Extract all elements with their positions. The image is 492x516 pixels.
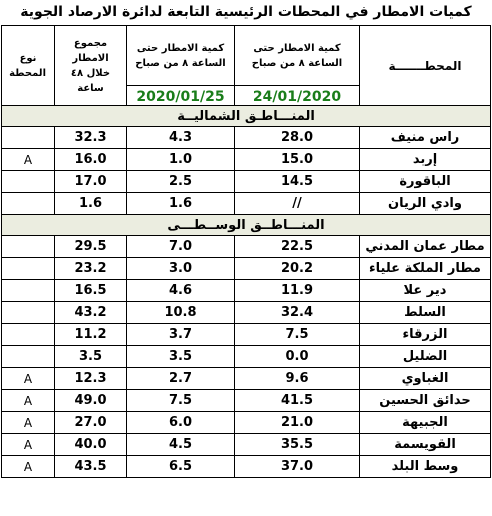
station-name-cell: وسط البلد (360, 456, 491, 478)
total-48h-cell: 40.0 (55, 434, 127, 456)
rain-date1-cell: 28.0 (235, 127, 360, 149)
rain-date1-cell: 22.5 (235, 236, 360, 258)
section-title: المنـــاطـق الشماليــة (2, 106, 491, 127)
total-48h-cell: 16.0 (55, 149, 127, 171)
station-type-cell: A (2, 368, 55, 390)
station-type-cell (2, 171, 55, 193)
station-type-cell: A (2, 412, 55, 434)
table-row (2, 236, 491, 258)
station-type-cell (2, 258, 55, 280)
rain-date2-cell: 1.0 (127, 149, 235, 171)
station-name-cell: راس منيف (360, 127, 491, 149)
rain-date1-cell: 41.5 (235, 390, 360, 412)
total-48h-cell: 1.6 (55, 193, 127, 215)
header-rain-date2: كمية الامطار حتى الساعة ٨ من صباح (127, 26, 235, 86)
table-row (2, 302, 491, 324)
table-row (2, 258, 491, 280)
header-station: المحطـــــــة (360, 26, 491, 106)
rain-date1-cell: 21.0 (235, 412, 360, 434)
rain-date1-cell: 14.5 (235, 171, 360, 193)
rain-date1-cell: 11.9 (235, 280, 360, 302)
station-type-cell (2, 324, 55, 346)
rain-date1-cell: 0.0 (235, 346, 360, 368)
rain-date2-cell: 6.5 (127, 456, 235, 478)
total-48h-cell: 27.0 (55, 412, 127, 434)
station-name-cell: دير علا (360, 280, 491, 302)
table-row (2, 434, 491, 456)
station-name-cell: حدائق الحسين (360, 390, 491, 412)
rain-date1-cell: 15.0 (235, 149, 360, 171)
total-48h-cell: 32.3 (55, 127, 127, 149)
station-name-cell: الغباوي (360, 368, 491, 390)
rainfall-table (1, 25, 491, 478)
station-name-cell: وادي الريان (360, 193, 491, 215)
table-row (2, 171, 491, 193)
report-title: كميات الامطار في المحطات الرئيسية التابعة لدائرة الارصاد الجوية (20, 4, 472, 20)
table-row (2, 456, 491, 478)
section-title: المنـــاطــق الوســطـــى (2, 215, 491, 236)
station-name-cell: مطار عمان المدني (360, 236, 491, 258)
table-row (2, 193, 491, 215)
rain-date2-cell: 4.3 (127, 127, 235, 149)
rain-date2-cell: 3.5 (127, 346, 235, 368)
total-48h-cell: 23.2 (55, 258, 127, 280)
total-48h-cell: 16.5 (55, 280, 127, 302)
table-row (2, 149, 491, 171)
station-type-cell (2, 302, 55, 324)
header-row (2, 26, 491, 86)
total-48h-cell: 12.3 (55, 368, 127, 390)
date2-cell (127, 86, 235, 106)
date1-cell (235, 86, 360, 106)
table-row (2, 127, 491, 149)
station-type-cell (2, 127, 55, 149)
header-station-type: نوع المحطة (2, 26, 55, 106)
station-name-cell: إربد (360, 149, 491, 171)
header-total-48h: مجموع الامطار خلال ٤٨ ساعة (55, 26, 127, 106)
rain-date1-cell: 37.0 (235, 456, 360, 478)
station-type-cell (2, 193, 55, 215)
station-name-cell: الباقورة (360, 171, 491, 193)
rain-date2-cell: 10.8 (127, 302, 235, 324)
total-48h-cell: 17.0 (55, 171, 127, 193)
station-type-cell: A (2, 149, 55, 171)
station-name-cell: السلط (360, 302, 491, 324)
rain-date1-cell: 9.6 (235, 368, 360, 390)
rain-date2-cell: 2.7 (127, 368, 235, 390)
table-row (2, 346, 491, 368)
station-type-cell: A (2, 456, 55, 478)
station-name-cell: مطار الملكة علياء (360, 258, 491, 280)
total-48h-cell: 43.2 (55, 302, 127, 324)
rain-date2-cell: 3.0 (127, 258, 235, 280)
rain-date2-cell: 1.6 (127, 193, 235, 215)
rain-date1-cell: // (235, 193, 360, 215)
rain-date1-cell: 7.5 (235, 324, 360, 346)
station-type-cell: A (2, 434, 55, 456)
table-row (2, 412, 491, 434)
date2: 2020/01/25 (136, 89, 225, 105)
station-type-cell (2, 346, 55, 368)
station-name-cell: الزرقاء (360, 324, 491, 346)
station-name-cell: القويسمة (360, 434, 491, 456)
table-row (2, 368, 491, 390)
total-48h-cell: 3.5 (55, 346, 127, 368)
header-rain-date1: كمية الامطار حتى الساعة ٨ من صباح (235, 26, 360, 86)
total-48h-cell: 11.2 (55, 324, 127, 346)
date1: 24/01/2020 (252, 89, 342, 105)
table-row (2, 390, 491, 412)
rain-date2-cell: 3.7 (127, 324, 235, 346)
total-48h-cell: 43.5 (55, 456, 127, 478)
rain-date2-cell: 2.5 (127, 171, 235, 193)
rain-date1-cell: 35.5 (235, 434, 360, 456)
table-row (2, 280, 491, 302)
station-type-cell: A (2, 390, 55, 412)
station-name-cell: الضليل (360, 346, 491, 368)
total-48h-cell: 49.0 (55, 390, 127, 412)
rain-date2-cell: 4.6 (127, 280, 235, 302)
station-type-cell (2, 236, 55, 258)
rain-date2-cell: 6.0 (127, 412, 235, 434)
rain-date1-cell: 20.2 (235, 258, 360, 280)
station-name-cell: الجبيهة (360, 412, 491, 434)
rain-date2-cell: 7.5 (127, 390, 235, 412)
rain-date2-cell: 7.0 (127, 236, 235, 258)
section-header-row (2, 106, 491, 127)
total-48h-cell: 29.5 (55, 236, 127, 258)
rain-date1-cell: 32.4 (235, 302, 360, 324)
rain-date2-cell: 4.5 (127, 434, 235, 456)
table-row (2, 324, 491, 346)
section-header-row (2, 215, 491, 236)
station-type-cell (2, 280, 55, 302)
